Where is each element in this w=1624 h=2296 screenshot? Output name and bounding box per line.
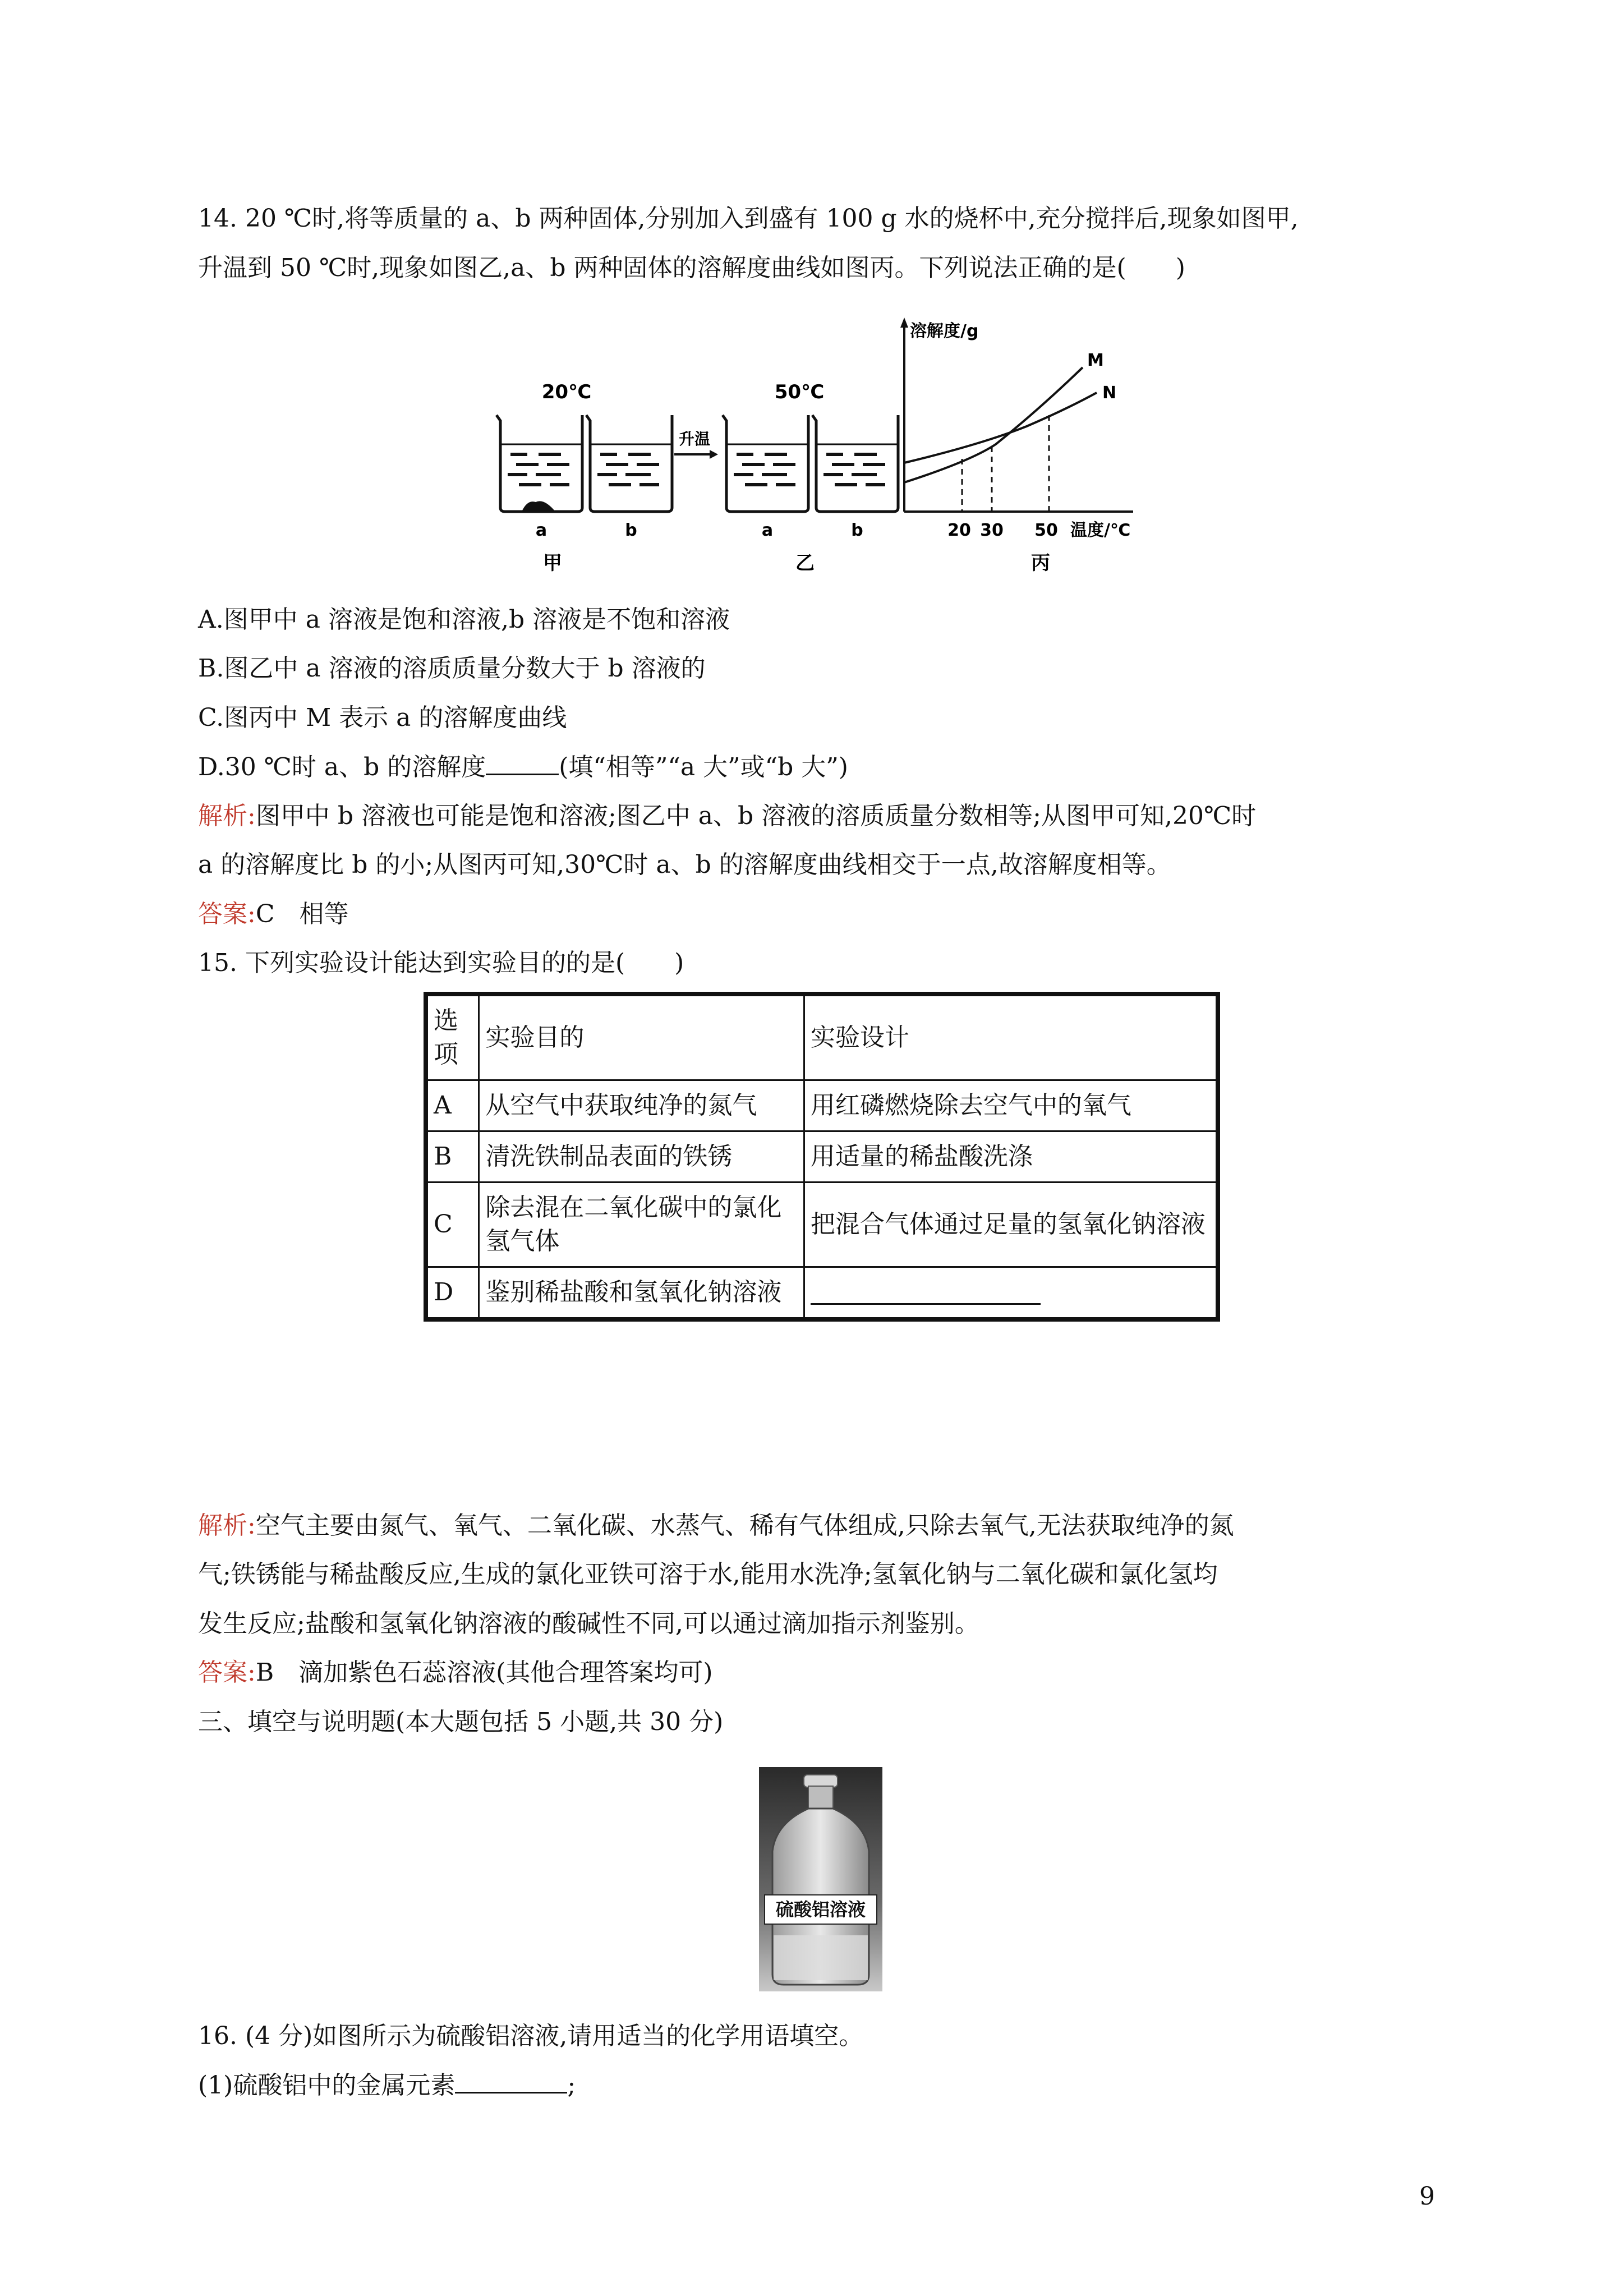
table-header-row bbox=[426, 994, 1218, 1080]
row-b-design: 用适量的稀盐酸洗涤 bbox=[804, 1131, 1218, 1182]
curve-label-m: M bbox=[1087, 351, 1104, 370]
row-d-design bbox=[804, 1267, 1218, 1320]
row-d-option: D bbox=[426, 1267, 479, 1320]
q15-answer: B 滴加紫色石蕊溶液(其他合理答案均可) bbox=[255, 1658, 713, 1687]
q14-option-d bbox=[198, 751, 848, 784]
q14-analysis-line2: a 的溶解度比 b 的小;从图丙可知,30℃时 a、b 的溶解度曲线相交于一点,故溶解度相等。 bbox=[198, 850, 1171, 879]
page-number: 9 bbox=[1419, 2182, 1435, 2211]
heat-arrow bbox=[674, 430, 718, 459]
row-d-purpose: 鉴别稀盐酸和氢氧化钠溶液 bbox=[479, 1267, 804, 1320]
q14-answer-line bbox=[198, 898, 349, 931]
q15-answer-blank[interactable] bbox=[811, 1281, 1041, 1305]
header-purpose: 实验目的 bbox=[479, 994, 804, 1080]
q16-sub1 bbox=[198, 2069, 576, 2102]
q14-analysis-line1 bbox=[198, 799, 1256, 833]
q14-option-d-prefix: D.30 ℃时 a、b 的溶解度 bbox=[198, 753, 486, 781]
beaker-yi-b bbox=[812, 415, 898, 512]
q15-analysis-label: 解析: bbox=[198, 1511, 256, 1540]
curve-label-n: N bbox=[1102, 383, 1117, 403]
q14-analysis-label: 解析: bbox=[198, 802, 256, 830]
q15-answer-line bbox=[198, 1656, 713, 1690]
q14-option-d-suffix: (填“相等”“a 大”或“b 大”) bbox=[559, 753, 848, 781]
heat-arrow-label: 升温 bbox=[678, 430, 711, 448]
row-a-purpose: 从空气中获取纯净的氮气 bbox=[479, 1080, 804, 1131]
row-c-option: C bbox=[426, 1182, 479, 1267]
beaker-yi-a bbox=[723, 415, 808, 512]
beaker-jia-a bbox=[496, 415, 582, 512]
q15-analysis-line2: 气;铁锈能与稀盐酸反应,生成的氯化亚铁可溶于水,能用水洗净;氢氧化钠与二氧化碳和氯化氢均 bbox=[198, 1560, 1218, 1589]
q15-analysis-text1: 空气主要由氮气、氧气、二氧化碳、水蒸气、稀有气体组成,只除去氧气,无法获取纯净的氮 bbox=[255, 1511, 1234, 1540]
q14-option-b: B.图乙中 a 溶液的溶质质量分数大于 b 溶液的 bbox=[198, 654, 706, 683]
aluminum-sulfate-bottle-photo bbox=[759, 1767, 882, 1991]
group-label-jia: 甲 bbox=[543, 552, 562, 574]
q14-analysis-text1: 图甲中 b 溶液也可能是饱和溶液;图乙中 a、b 溶液的溶质质量分数相等;从图甲可知,20℃时 bbox=[255, 802, 1257, 830]
x-axis-label: 温度/℃ bbox=[1070, 521, 1131, 540]
q14-stem-line1: 14. 20 ℃时,将等质量的 a、b 两种固体,分别加入到盛有 100 g 水的烧杯中,充分搅拌后,现象如图甲, bbox=[198, 204, 1299, 233]
q14-answer-blank[interactable] bbox=[486, 751, 559, 775]
q16-stem: 16. (4 分)如图所示为硫酸铝溶液,请用适当的化学用语填空。 bbox=[198, 2022, 864, 2050]
row-b-purpose: 清洗铁制品表面的铁锈 bbox=[479, 1131, 804, 1182]
q16-sub1-blank[interactable] bbox=[455, 2069, 567, 2093]
x-tick-50: 50 bbox=[1034, 521, 1058, 540]
table-row bbox=[426, 1131, 1218, 1182]
q14-option-c: C.图丙中 M 表示 a 的溶解度曲线 bbox=[198, 703, 567, 732]
row-b-option: B bbox=[426, 1131, 479, 1182]
q14-figure bbox=[488, 314, 1150, 578]
q16-sub1-suffix: ; bbox=[567, 2071, 576, 2100]
row-c-purpose: 除去混在二氧化碳中的氯化氢气体 bbox=[479, 1182, 804, 1267]
section-heading: 三、填空与说明题(本大题包括 5 小题,共 30 分) bbox=[198, 1708, 724, 1736]
q15-table bbox=[424, 992, 1220, 1322]
q16-sub1-prefix: (1)硫酸铝中的金属元素 bbox=[198, 2071, 456, 2100]
row-a-design: 用红磷燃烧除去空气中的氧气 bbox=[804, 1080, 1218, 1131]
q14-answer-label: 答案: bbox=[198, 900, 256, 928]
temp-label-right: 50℃ bbox=[774, 381, 825, 403]
curve-m bbox=[904, 367, 1083, 482]
solubility-graph bbox=[900, 318, 1133, 540]
q15-answer-label: 答案: bbox=[198, 1658, 256, 1687]
curve-n bbox=[904, 393, 1097, 463]
q14-option-a: A.图甲中 a 溶液是饱和溶液,b 溶液是不饱和溶液 bbox=[198, 605, 730, 634]
beaker-label-3: a bbox=[761, 521, 774, 540]
q14-answer: C 相等 bbox=[255, 900, 349, 928]
table-row bbox=[426, 1182, 1218, 1267]
group-label-bing: 丙 bbox=[1031, 552, 1050, 574]
beaker-jia-b bbox=[586, 415, 672, 512]
q15-analysis-line1 bbox=[198, 1509, 1234, 1543]
y-axis-label: 溶解度/g bbox=[910, 321, 979, 341]
header-option: 选项 bbox=[426, 994, 479, 1080]
x-tick-30: 30 bbox=[980, 521, 1004, 540]
q15-analysis-line3: 发生反应;盐酸和氢氧化钠溶液的酸碱性不同,可以通过滴加指示剂鉴别。 bbox=[198, 1609, 979, 1638]
x-tick-20: 20 bbox=[947, 521, 971, 540]
row-c-design: 把混合气体通过足量的氢氧化钠溶液 bbox=[804, 1182, 1218, 1267]
bottle-label: 硫酸铝溶液 bbox=[775, 1899, 866, 1920]
q15-stem: 15. 下列实验设计能达到实验目的的是( ) bbox=[198, 949, 684, 977]
group-label-yi: 乙 bbox=[795, 552, 815, 574]
table-row bbox=[426, 1080, 1218, 1131]
beaker-label-4: b bbox=[851, 521, 863, 540]
temp-label-left: 20℃ bbox=[541, 381, 592, 403]
beaker-label-2: b bbox=[625, 521, 637, 540]
table-row bbox=[426, 1267, 1218, 1320]
header-design: 实验设计 bbox=[804, 994, 1218, 1080]
q14-stem-line2: 升温到 50 ℃时,现象如图乙,a、b 两种固体的溶解度曲线如图丙。下列说法正确的是( ) bbox=[198, 254, 1185, 282]
row-a-option: A bbox=[426, 1080, 479, 1131]
beaker-label-1: a bbox=[535, 521, 548, 540]
